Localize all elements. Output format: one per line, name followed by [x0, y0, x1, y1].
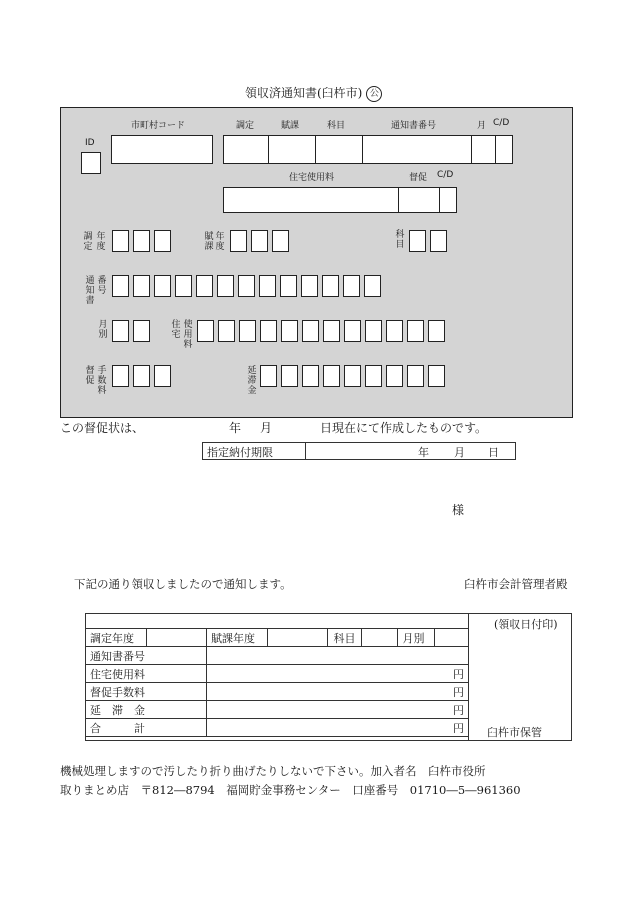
receipt-grid	[85, 628, 469, 737]
chotei-year-cell-value	[146, 629, 206, 647]
table-row	[86, 629, 469, 647]
fuka-label: 賦課	[281, 121, 300, 131]
fuka-year-label-1: 賦課	[204, 232, 214, 252]
delay-fee-digit[interactable]	[428, 365, 445, 387]
chotei-year-digit[interactable]	[154, 230, 171, 252]
notice-year: 年	[229, 421, 242, 435]
kamoku-digit[interactable]	[430, 230, 447, 252]
delay-fee-digit[interactable]	[281, 365, 298, 387]
housing-fee-digit[interactable]	[428, 320, 445, 342]
notice-no-digit[interactable]	[280, 275, 297, 297]
fuka-year-label-2: 年度	[215, 232, 225, 252]
housing-fee-label: 住宅使用料	[289, 173, 335, 183]
row-label: 督促手数料	[86, 683, 207, 701]
row-label: 通知書番号	[86, 647, 207, 665]
housing-row-label-2: 使用料	[183, 320, 193, 350]
fuka-year-digit[interactable]	[230, 230, 247, 252]
fuka-year-digit[interactable]	[272, 230, 289, 252]
notice-no-digit[interactable]	[259, 275, 276, 297]
row-value: 円	[207, 701, 469, 719]
notice-no-row-label-2: 番号	[97, 276, 107, 296]
cd2-field[interactable]	[439, 187, 457, 213]
cd2-label: C/D	[437, 170, 454, 180]
fuka-field[interactable]	[268, 135, 316, 164]
chotei-label: 調定	[236, 121, 255, 131]
footer-line-1: 機械処理しますので汚したり折り曲げたりしないで下さい。加入者名 臼杵市役所	[60, 764, 486, 778]
chotei-year-label-1: 調定	[83, 232, 93, 252]
notice-no-field[interactable]	[362, 135, 472, 164]
table-row	[86, 665, 469, 683]
kamoku-label: 科目	[327, 121, 346, 131]
id-label: ID	[85, 138, 95, 148]
cd-field[interactable]	[495, 135, 513, 164]
notice-no-label: 通知書番号	[391, 121, 437, 131]
keep-label: 臼杵市保管	[487, 726, 542, 739]
notice-no-digit[interactable]	[322, 275, 339, 297]
id-field[interactable]	[81, 152, 101, 174]
tokusoku-row-label-2: 手数料	[97, 366, 107, 396]
deadline-divider	[305, 443, 306, 459]
notice-no-digit[interactable]	[196, 275, 213, 297]
table-row	[86, 647, 469, 665]
row-value: 円	[207, 665, 469, 683]
notice-no-digit[interactable]	[175, 275, 192, 297]
delay-fee-digit[interactable]	[407, 365, 424, 387]
cd-label: C/D	[493, 118, 510, 128]
housing-fee-digit[interactable]	[260, 320, 277, 342]
deadline-day: 日	[488, 446, 499, 459]
notice-no-digit[interactable]	[154, 275, 171, 297]
deadline-month: 月	[454, 446, 465, 459]
table-row	[86, 701, 469, 719]
row-value	[207, 647, 469, 665]
fuka-year-cell-label: 賦課年度	[207, 629, 268, 647]
housing-fee-digit[interactable]	[365, 320, 382, 342]
deadline-label: 指定納付期限	[207, 446, 273, 459]
city-code-field[interactable]	[111, 135, 213, 164]
chotei-year-digit[interactable]	[112, 230, 129, 252]
delay-fee-digit[interactable]	[365, 365, 382, 387]
page-title	[245, 84, 382, 102]
kamoku-field[interactable]	[315, 135, 363, 164]
notice-no-digit[interactable]	[112, 275, 129, 297]
month-digit[interactable]	[112, 320, 129, 342]
notice-no-digit[interactable]	[238, 275, 255, 297]
fuka-year-cell-value	[267, 629, 327, 647]
notice-no-row-label-1: 通知書	[85, 276, 95, 306]
public-mark: 公	[366, 86, 382, 102]
month-cell-value	[435, 629, 469, 647]
housing-fee-digit[interactable]	[239, 320, 256, 342]
notice-month: 月	[260, 421, 273, 435]
month-label: 月	[477, 121, 487, 131]
housing-fee-field[interactable]	[223, 187, 399, 213]
tokusoku-fee-digit[interactable]	[154, 365, 171, 387]
housing-fee-digit[interactable]	[323, 320, 340, 342]
month-row-label: 月 別	[98, 320, 108, 340]
tokusoku-fee-digit[interactable]	[133, 365, 150, 387]
housing-row-label-1: 住宅	[171, 320, 181, 340]
kamoku-cell-value	[361, 629, 398, 647]
tokusoku-row-label-1: 督促	[85, 366, 95, 386]
title-text: 領収済通知書(臼杵市)	[245, 86, 363, 100]
notice-no-digit[interactable]	[364, 275, 381, 297]
delay-fee-digit[interactable]	[344, 365, 361, 387]
delay-fee-digit[interactable]	[302, 365, 319, 387]
notice-prefix: この督促状は、	[60, 421, 145, 435]
delay-fee-digit[interactable]	[386, 365, 403, 387]
tokusoku-label: 督促	[409, 173, 428, 183]
month-digit[interactable]	[133, 320, 150, 342]
footer-line-2: 取りまとめ店 〒812―8794 福岡貯金事務センター 口座番号 01710―5―961360	[60, 783, 521, 797]
fuka-year-digit[interactable]	[251, 230, 268, 252]
tokusoku-field[interactable]	[398, 187, 440, 213]
deadline-year: 年	[418, 446, 429, 459]
addressee-suffix: 様	[452, 503, 465, 517]
city-code-label: 市町村コード	[131, 121, 186, 131]
recipient: 臼杵市会計管理者殿	[464, 577, 568, 591]
month-field[interactable]	[471, 135, 496, 164]
delay-fee-digit[interactable]	[260, 365, 277, 387]
notice-no-digit[interactable]	[301, 275, 318, 297]
kamoku-cell-label: 科目	[328, 629, 362, 647]
housing-fee-digit[interactable]	[407, 320, 424, 342]
housing-fee-digit[interactable]	[344, 320, 361, 342]
chotei-year-label-2: 年度	[96, 232, 106, 252]
month-cell-label: 月別	[398, 629, 435, 647]
housing-fee-digit[interactable]	[218, 320, 235, 342]
row-value: 円	[207, 683, 469, 701]
chotei-year-cell-label: 調定年度	[86, 629, 147, 647]
row-value: 円	[207, 719, 469, 737]
row-label: 延 滞 金	[86, 701, 207, 719]
housing-fee-digit[interactable]	[386, 320, 403, 342]
delay-fee-digit[interactable]	[323, 365, 340, 387]
row-label: 住宅使用料	[86, 665, 207, 683]
receipt-table-wrap	[85, 613, 572, 741]
machine-form-panel	[60, 107, 573, 418]
housing-fee-digit[interactable]	[281, 320, 298, 342]
table-row	[86, 719, 469, 737]
notice-suffix: 日現在にて作成したものです。	[320, 421, 488, 435]
housing-fee-digit[interactable]	[302, 320, 319, 342]
delay-fee-row-label: 延滞金	[247, 366, 257, 396]
tokusoku-fee-digit[interactable]	[112, 365, 129, 387]
chotei-year-digit[interactable]	[133, 230, 150, 252]
deadline-box	[202, 442, 516, 460]
kamoku-digit[interactable]	[409, 230, 426, 252]
stamp-label: (領収日付印)	[494, 618, 558, 631]
receipt-notice: 下記の通り領収しましたので通知します。	[74, 577, 292, 591]
notice-no-digit[interactable]	[133, 275, 150, 297]
kamoku-row-label: 科 目	[395, 230, 405, 250]
table-row	[86, 683, 469, 701]
notice-no-digit[interactable]	[343, 275, 360, 297]
chotei-field[interactable]	[223, 135, 269, 164]
notice-no-digit[interactable]	[217, 275, 234, 297]
housing-fee-digit[interactable]	[197, 320, 214, 342]
row-label: 合 計	[86, 719, 207, 737]
